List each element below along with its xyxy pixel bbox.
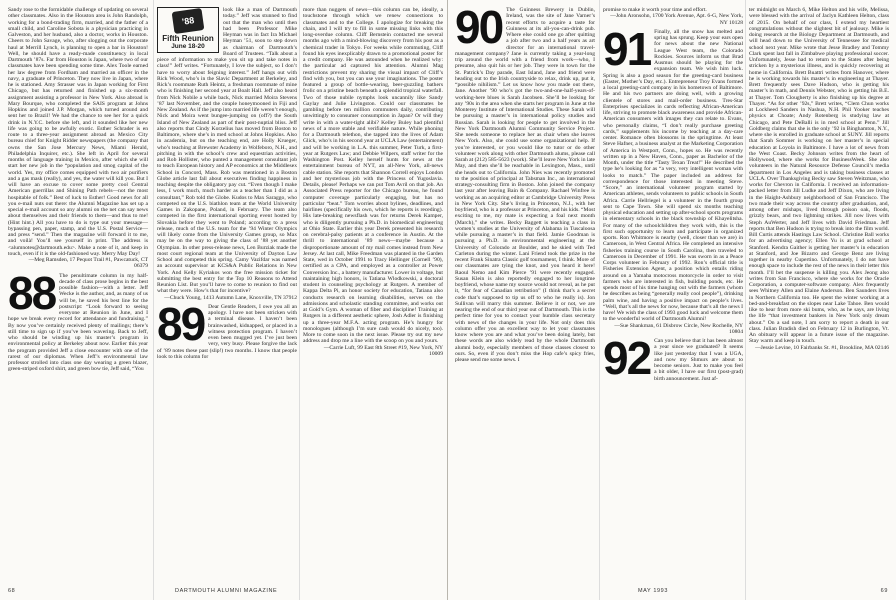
class-year-92: 92 xyxy=(603,332,651,384)
class-year-91: 91 xyxy=(603,22,651,75)
column-divider xyxy=(153,0,154,600)
signature-92: —Jessie Levine, 10 Fairbanks St. #1, Brookline, MA 02146 xyxy=(755,344,889,351)
right-column-3 xyxy=(749,7,889,575)
class-notes-90-continued: promise to make it worth your time and effort. xyxy=(603,7,707,13)
page-number-left: 68 xyxy=(8,588,16,594)
class-notes-89-continued: more than nuggets of news—this column can be, ideally, a touchstone through which we renew connections to classmates and to the College. I apologize for breaking the chain, and I will try to fill in some missing links with this long-overdue column. Cliff Bernstein contacted me several months ago with a mind-blowing discovery from his post as a chemical trader in Tokyo. For weeks while commuting, Cliff found his eyes inexplicably drawn to a promotional poster for a credit company. He was astounded when he realized why: the particular ad captured his attention. Alumni Mag restrictions prevent my sharing the visual impact of Cliff’s find with you, but you can use your imaginations. The poster featured a group of bottle-wearing, beer-guzzling bathers frolic on a pristine beach beneath a splendid tropical waterfall. Two of those nubile nymphs look uncannily like Sandy Gaylay and Julie Livingston. Could our classmates be gambling before ten million commuters daily, contributing unwittingly to consumer consumption in Japan? Or will they write in with a water-tight alibi? Kelley Buley had plentiful news of a more stable and verifiable nature. While phoning for a Dartmouth telethon, she tapped into the lives of Adam Glick, who’s in his second year at UCLA Law (entertainment) and will be working in L.A. this summer, Peter Turk, a first-year at Rutgers Law; and Debbie Wilpers, staff writer for the Washington Post. Kelley herself hunts for news at the entertainment bureau of NYT, an all-New York, all-news cable station. She reports that Shannon Correll enjoys London and her mysterious job with the Princess of Yugoslavia. Details, please! Perhaps we can put Tom Avril on that job. An Associated Press reporter for the Chicago bureau, he found computer coverage particularly engaging, but has no particular “beat.” Tom worries about bylines, deadlines, and hairlines (specifically his own, which he reports is receding). His late-breaking newsflash was for returns Derek Kamper, who is diligently pursuing a Ph.D. in biomedical engineering at Ohio State. Earlier this year Derek presented his research on cerebral-palsy patients at a conference in Austin. At the thrill to international ’89 news—maybe because a disproportionate amount of my mail comes instead from New Jersey. At last call, Mike Freedman was planted in the Garden State, wed in October 1991 to Tracy Hellinger (Cornell ’90), certified as a CPA, and employed as a controller at Power Conversion Inc., a battery manufacturer. Lower in voltage, but maintaining high honors, is Tatiana Wlodkowski, a doctoral student in counseling psychology at Rutgers. A member of Kappa Delta Pi, an honor society for education, Tatiana also conducts research on learning disabilities, serves on the admissions and scholastic standing committee, and works out at Gold’s Gym. A woman of fiber and discipline! Training at Rutgers in a different aesthetic sphere, Josh Adler is finishing up a three-year M.F.A. acting program. He’s hungry for monologues (although I’m sure cash would do nicely, too). More to come soon in the next issue. Please try out my new address and drop me a line with the scoop on you and yours. xyxy=(303,7,443,345)
right-column-2 xyxy=(603,7,743,575)
left-column-1 xyxy=(8,7,148,575)
signature-87: —Meg Ramsden, 17 Pequot Trail #1, Pawcatuck, CT 06379 xyxy=(28,257,148,270)
signature-89: —Carrie Luft, 99 East 8th Street #19, New York, NY 10009 xyxy=(323,344,443,357)
magazine-title-footer: DARTMOUTH ALUMNI MAGAZINE xyxy=(175,588,278,594)
left-column-3 xyxy=(303,7,443,575)
class-year-89: 89 xyxy=(157,297,205,350)
issue-date-footer: MAY 1993 xyxy=(638,588,668,594)
class-year-88: 88 xyxy=(8,266,56,319)
class-notes-91-text: Finally, all the snow has melted and spring has sprung. Keep your ears open for news about the new National League West team, the Colorado Rockies. Sources inform us that Brad Ausmus should be playing for the expansion team. We wish him luck. Spring is also a good season for the greeting-card business (Easter, Mother’s Day, etc.). Entrepreneur Troy Evans formed a local greeting-card company in his hometown of Baltimore. He and his two partners are doing well, with a growing clientele of stores and mail-order business. Tres-Star Enterprises specializes in cards reflecting African-American life, striving to promote black awareness and provide African-American consumers with images they can relate to. Evans, who personally claims, “I don’t really purchase greeting cards,” supplements his income by teaching at a day-care center. Romance often blossoms in the springtime. At least Steve Hafner, a business analyst at the Marketing Corporation of America in Westport, Conn., hopes so. He was recently written up in a New Haven, Conn., paper as Bachelor of the Month, under the title “Tasty Texan Treat!” He described the type he’s looking for as “a very, very intelligent woman with looks to match.” The paper included an address for correspondence for those interested in meeting Steve. “Score,” an international volunteer program started by American athletes, sends volunteers to public schools in South Africa. Carrie Hellriegel is a volunteer in the fourth group sent to Cape Town. She will spend six months teaching physical education and setting up after-school sports programs in elementary schools in the black township of Khayelitsha. For many of the schoolchildren they work with, this is the first such opportunity to learn and participate in organized sports. Ron Whitmore is nearby (well, closer than we are) in Cameroon, in West Central Africa. He completed an intensive fisheries training course in South Carolina, then traveled to Cameroon in December of 1991. He was sworn in as a Peace Corps volunteer in February of 1992. Ron’s official title is Fisheries Extension Agent, a position which entails riding around on a Yamaha motocross motorcycle in order to visit farmers who are interested in fish, building ponds, etc. He spends most of his time hanging out with the farmers (whom he describes as being “generally really cool people”), drinking palm wine, and having a positive impact on people’s lives. “Well, that’s all the news for now, because that’s all the news I have! We wish the class of 1993 good luck and welcome them to the wonderful world of Dartmouth Alumni! xyxy=(603,28,743,323)
signature-90: —John Aronsohn, 1700 York Avenue, Apt. 6-G, New York, NY 10128 xyxy=(610,13,743,26)
page-number-right: 69 xyxy=(880,588,888,594)
reunion-badge: ’88 xyxy=(172,8,205,34)
class-notes-92-text: Can you believe that it has been almost a year since we graduated? It seems like just yesterday that I was a UGA, and now my Shmurs are about to become seniors. Just to make you feel a bit older, I have our first (post-grad) birth announcement. Just af- xyxy=(654,338,743,382)
column-divider xyxy=(745,0,746,600)
right-page xyxy=(448,0,896,600)
class-notes-88-continued: look like a man of Dartmouth today.” Jeff was stunned to find out that the man who until then had been Professor Mike Heyman was in fact Ira Michael Heyman ’51, soon to step down as chairman of Dartmouth’s Board of Trustees. “Talk about a piece of information to make you sit up and take notes in class!” Jeff writes. “Fortunately, I love the subject, so I don’t have to worry about feigning interest.” Jeff hangs out with Rick Wood, who’s in the Slavic Department at Berkeley, and Rick’s roommate Ruth Heintz, a freshman roommate of mine who is finishing her second year at Boalt Hall. Jeff also heard from Nick Nobile a while back, Nick married Moira Stevens ’87 last November, and the couple honeymooned in Fiji and New Zealand. As if the jump into married life weren’t enough, Nick and Moira went bungee-jumping on (off?) the South Island of New Zealand as part of their post-nuptial bliss. Jeff also reports that Cindy Korzelius has moved from Boston to Baltimore, where she’s in med school at Johns Hopkins. Also in academia, but on the teaching end, are Holly Krueger, who’s teaching at Brewster Academy in Wolfeboro, N.H., and pitching in with the school’s crew and equestrian activities, and Rob Hollister, who punted a management consultant job to teach European history and AP economics at the Middlesex School in Concord, Mass. Rob was mentioned in a Boston Globe article last fall about executives finding happiness in teaching despite the obligatory pay cut. “Even though I make less, I work much, much harder as a teacher than I did as a consultant,” Rob told the Globe. Kudos to Max Saraggo, who competed on the U.S. biathlon team at the World University Games in Zakopane, Poland, in February. The team also competed in the first international sporting event hosted by Slovakia before they went to Poland; according to a press release, much of the U.S. team for the ’94 Winter Olympics will likely come from the University Games group, so Max may be on the way to giving the class of ’88 yet another Olympian. In other press-release news, Len Burziak made the most court regional team at the University of Dayton Law School and competed this spring. Camy Vazifdar was named an account supervisor at KCS&A Public Relations in New York. And Kelly Kyriakos won the free mission ticket for submitting the best entry for the Top 10 Reasons to Attend Reunion List. But you’ll have to come to reunion to find out what they were. How’s that for incentive? xyxy=(157,7,297,295)
class-notes-92-continued: ter midnight on March 6, Mike Helton and his wife, Melissa, were blessed with the arrival of Jaclyn Kathleen Helton, class of 2015. On behalf of our class, I extend my heartiest congratulations without the slightest bit of jealousy. Mike is doing research at the Biology Department at Dartmouth, and will head down to the University of Tennessee for medical school next year. Mike wrote that Jesse Bradley and Tommy Clark spent last fall in Zimbabwe playing professional soccer. Unfortunately, Jesse had to return to the States after being stricken by a mysterious illness, and is quickly recovering at home in California. Brett Buattri writes from Hanover, where he is working towards his master’s in engineering at Thayer. Brett frequently sees Dave Hudson, who is getting his master’s in math, and Dennis Webster, who is getting his B.E. at Thayer. Tom Clougherty is also finishing up his degree at Thayer. “As for other ’92s,” Brett writes, “Clem Chun works at Lockheed Sanders in Nashua, N.H. Phil Yooker teaches physics at Choate; Andy Rotenberg is studying law at Chicago, and Pete DeBalli is in med school at Penn.” Jill Goldberg claims that she is the only ’92 in Binghamton, N.Y., where she is enrolled in graduate school at SUNY. Jill reports that Sarah Sommer is working on her master’s in special education at Loyola in Baltimore. I have a lot of news from the West Coast. Becky Johnson writes from the heart of Hollywood, where she works for BusinessWeek. She also volunteers in the Natural Resource Defense Council’s media department in Los Angeles and is taking business classes at UCLA. Over Thanksgiving Becky saw Steven Weitzman, who works for Chevron in California. I received an information-packed letter from Jill Ludke and Jeff Dixon, who are living in the Haight-Ashbury neighborhood of San Francisco. The two made their way across the country after graduation, and, among other mishaps, lived through poison oak, floods, grizzly bears, and two lightning strikes. Jill now lives with Steph AuWerter, and Jeff lives with David Friedman. Jeff reports that Ben Hudson is trying to break into the film world. Bill Curtis attends Hastings Law School. Christine Ball works for an advertising agency; Ellen Yu is at grad school at Stanford. Kendra Gaither is getting her master’s in education at Stanford, and Joe Bizarro and George Benz are living together in nearby Cupertino. Unfortunately, I do not have enough space to include the rest of the news in their letter this month. I’ll bet the suspense is killing you. Alex Jeong also writes from San Francisco, where she works for the Oracle Corporation, a computer-software company. Alex frequently sees Whitney Allen and Elaine Anderson. Ben Saunders lives in Northern California too. He spent the winter working at a bed-and-breakfast on the slopes near Lake Tahoe. Ben would like to hear from more ski bums, who, as he says, are living the life “that investment bankers in New York only dream about.” On a sad note, I am sorry to report a death in our class. Julian Bradish died on February 12 in Burlington, Vt. An obituary will appear in a future issue of the magazine. Stay warm and keep in touch. xyxy=(749,7,889,345)
signature-88: —Chuck Young, 1413 Autumn Lane, Knoxville, TN 37912 xyxy=(164,294,297,301)
reunion-title: Fifth Reunion xyxy=(162,34,214,43)
column-divider xyxy=(599,0,600,600)
class-91-entry xyxy=(603,22,743,323)
left-column-2 xyxy=(157,7,297,575)
class-88-entry xyxy=(8,266,148,373)
class-notes-87-text: Sandy rose to the formidable challenge of updating on several other classmates. Also in the Houston area is John Randolph, working for a bond-trading firm, married, and the father of a small child, and Caroline Sobota is a physician practicing in Galveston, and her husband, also a doctor, works in Houston. Cheers to John Savage, who, after slogging out the corporate haul at Merrill Lynch, is planning to open a bar in Houston! Well, he should have a ready-made constituency in local Dartmouth ’87s. Far from Houston is Japan, where two of our classmates have been spending some time. Alex Toole earned her law degree from Fordham and married an officer in the navy, a graduate of Princeton. They now live in Japan, where he is stationed. Amy Strasser was in Japan working for First Chicago, but has returned and finished up a six-month assignment assisting a professor in New York. Also abroad is Mary Bourque, who completed the SAIS program at Johns Hopkins and joined J.P. Morgan, which turned around and sent her to Brazil! We had the chance to see her for a quick drink in N.Y.C. before she left, and it sounded like her new life was going to be awfully exotic. Esther Schrader is en route to a three-year assignment abroad as Mexico City bureau chief for Knight Ridder newspapers (the company that owns the San Jose Mercury News, Miami Herald, Philadelphia Inquirer, etc.). She left in April for several months of language training in Mexico, after which she will start her new job in the “population and smog capital of the world. Yes, my office comes equipped with two air purifiers and a gas mask (really), and yes, the water will kill you. But I will have an excuse to cover some pretty cool Central American guerrillas and Shining Path rebels—not the most hospitable of folk.” Best of luck to Esther! Good news for all you e-mail nuts out there: the Alumni Magazine has set up a special e-mail account so any alumni on the net can say news about themselves and their friends to them—and thus to me! (Hint hint.) All you have to do is type out your message—bypassing pen, paper, stamp, and the U.S. Postal Service—and press “send.” Then the magazine will forward it to me, and voilà! You’ll see yourself in print. The address is <alumnotes@dartmouth.edu>. Make a note of it, and keep in touch, even if it is the old-fashioned way. Merry May Day! xyxy=(8,7,148,257)
class-notes-88-text: The penultimate column in my half-decade of class prose begins in the best possible fashion—with a letter. Jeff Wecke is the author, and, as many of us will be, he saved his best line for the postscript: “Look forward to seeing everyone at Reunion in June, and I hope we break every record for attendance and fundraising.” By now you’ve certainly received plenty of mailings; there’s still time to sign up if you’ve been wavering. Back to Jeff, who should be winding up his master’s program in environmental policy at Berkeley about now. Earlier this year the program provided Jeff a close encounter with one of the rarest of our diplomas. When Jeff’s environmental law professor strolled into class one day wearing a green blazer, green-striped oxford shirt, and green bow tie, Jeff said, “You xyxy=(8,272,148,373)
signature-91: —Sue Shankman, 61 Disbrow Circle, New Rochelle, NY 10804 xyxy=(614,322,743,335)
reunion-box xyxy=(157,7,219,53)
class-92-entry xyxy=(603,332,743,384)
reunion-dates: June 18-20 xyxy=(171,43,205,50)
class-year-90: 90 xyxy=(455,7,503,53)
class-notes-90-text: The Guinness Brewery in Dublin, Ireland, was the site of Jane Varner’s recent efforts to acquire a taste for Guinness at its all-you-can-drink pub. Where else could one go after quitting a job after two and a half years as art director for an international travel-management company? Jane is currently taking a year-long trip around the world with a friend from work—who, I presume, also quit his or her job. They were in town for the St. Patrick’s Day parade, East Island, Jane and friend were heading out to the Irish countryside to relax, drink up, put it, “possible nihilism.” Let us know how you made out there, Jane. Another ’90 who’s got the two-and-one-half-years-of-working-here blues is Sarah Jacobsen. She’ll be looking for any ’90s in the area when she starts her program in June at the Monterey Institute of International Studies. These Sarah will be pursuing a master’s in international policy studies and Russian. Sarah is looking for people to get involved in the New York Dartmouth Alumni Community Service Project. She needs someone to replace her as chair when she leaves New York. Also, she could use some organizational help. If you’re interested, or you would like to tutor or do other volunteer work along with other Dartmouth alums, please call Sarah at (212) 585-5623 (work). She’ll leave New York in late May, and then she’ll be reachable in Lexington, Mass., until she heads out to California. John Nies was recently promoted to the position of principal at Tabsman Inc., an international strategy-consulting firm in Boston. John joined the company last year after leaving Bain & Company. Rachael Winfree is working as an acquiring editor at Cambridge University Press in New York City. She’s living in Princeton, N.J., with her boyfriend, who is a professor at Princeton, and his kids. “Most exciting to me, my mate is expecting a foal next month (March),” she writes. Becky Baggett is teaching a class in women’s studies at the University of Alabama in Tuscaloosa while pursuing a master’s in that field. Jamie Goodman is pursuing a Ph.D. in environmental engineering at the University of Colorado at Boulder, and he skied with Ted Carleton during the winter. Lani Friend took the prize in the recent Frank Sinatra Classic golf tournament, I think. More of our classmates are tying the knot, and you heard it here! Raoul Nemo and Kim Pierce ’91 were recently engaged. Susan Klein is also reportedly engaged to her longtime boyfriend, whose name my source would not reveal, as he put it, “for fear of Canadian retribution” (I think that’s a secret code that’s supposed to tip us off to who he really is). Jon Sullivan will marry this summer. Believe it or not, we are nearing the end of our third year out of Dartmouth. This is the perfect time for you to contact your humble class secretary with news of the changes in your life. Not only does this column offer you an excellent way to let your classmates know where you are and what you’ve been doing lately, but these words are also widely read by the whole Dartmouth alumni body, especially members of those classes closest to ours. So, even if you don’t miss the Hop cafe’s spicy fries, please send me some news. I xyxy=(455,7,595,363)
column-divider xyxy=(299,0,300,600)
right-column-1 xyxy=(455,7,595,575)
class-notes-89-text: Dear Gentle Readers, I owe you all an apology. I have not been stricken with a terminal disease. I haven’t been brainwashed, kidnapped, or placed in a witness protection program. I haven’t even been mugged yet. I’ve just been very, very busy. Please forgive the lack of ’89 notes these past (slip!) two months. I know that people look to this column for xyxy=(157,303,297,360)
